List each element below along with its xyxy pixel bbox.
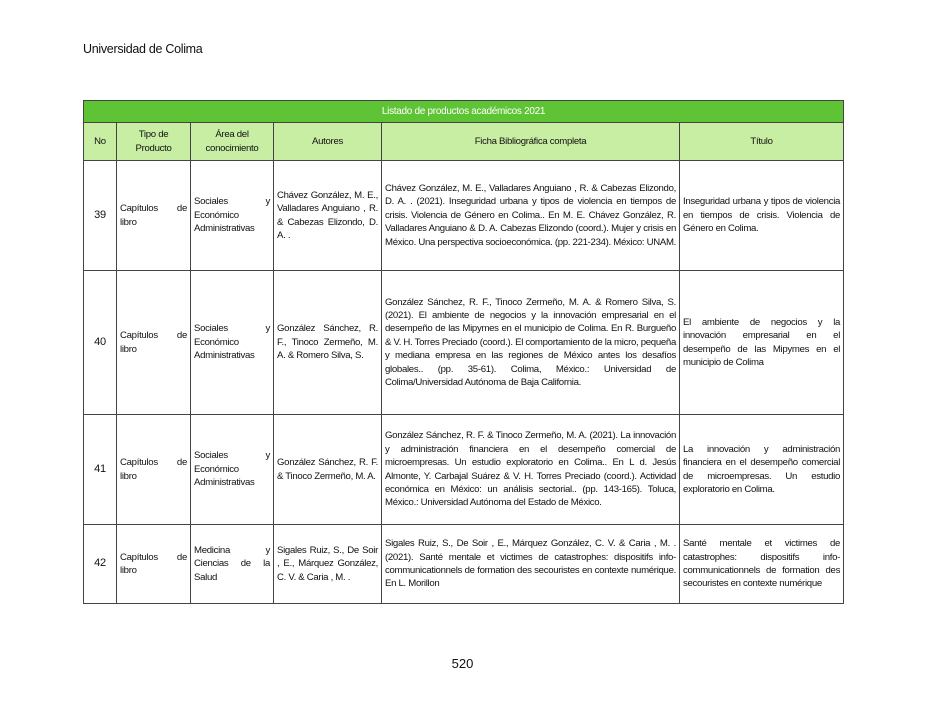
cell-tipo: Capítulos de libro	[117, 271, 191, 415]
column-header-ficha: Ficha Bibliográfica completa	[382, 123, 680, 161]
table-row	[84, 271, 844, 415]
table-row	[84, 415, 844, 525]
cell-tipo: Capítulos de libro	[117, 415, 191, 525]
products-table	[83, 100, 844, 604]
cell-ficha: Sigales Ruiz, S., De Soir , E., Márquez González, C. V. & Caria , M. . (2021). Santé mentale et victimes de catastrophes: dispositifs info-communicationnels de formation des secouristes en contexte numérique. En L. Morillon	[382, 525, 680, 604]
table-title-row	[84, 101, 844, 123]
column-header-no: No	[84, 123, 117, 161]
cell-no: 41	[84, 415, 117, 525]
cell-titulo: El ambiente de negocios y la innovación empresarial en el desempeño de las Mipymes en el municipio de Colima	[680, 271, 844, 415]
cell-area: Sociales y Económico Administrativas	[191, 161, 274, 271]
page-number: 520	[451, 656, 474, 671]
column-header-autores: Autores	[274, 123, 382, 161]
cell-autores: Chávez González, M. E., Valladares Anguiano , R. & Cabezas Elizondo, D. A. .	[274, 161, 382, 271]
cell-tipo: Capítulos de libro	[117, 525, 191, 604]
cell-tipo: Capítulos de libro	[117, 161, 191, 271]
table-title: Listado de productos académicos 2021	[84, 101, 844, 123]
cell-autores: Sigales Ruiz, S., De Soir , E., Márquez González, C. V. & Caria , M. .	[274, 525, 382, 604]
cell-area: Medicina y Ciencias de la Salud	[191, 525, 274, 604]
cell-ficha: Chávez González, M. E., Valladares Anguiano , R. & Cabezas Elizondo, D. A. . (2021). Inseguridad urbana y tipos de violencia en tiempos de crisis. Violencia de Género en Colima.. En M. E. Chávez González, R. Valladares Anguiano & D. A. Cabezas Elizondo (coord.). Mujer y crisis en México. Una perspectiva socioeconómica. (pp. 221-234). México: UNAM.	[382, 161, 680, 271]
cell-no: 40	[84, 271, 117, 415]
column-header-area: Área del conocimiento	[191, 123, 274, 161]
cell-autores: González Sánchez, R. F., Tinoco Zermeño, M. A. & Romero Silva, S.	[274, 271, 382, 415]
cell-area: Sociales y Económico Administrativas	[191, 271, 274, 415]
cell-ficha: González Sánchez, R. F. & Tinoco Zermeño, M. A. (2021). La innovación y administración financiera en el desempeño comercial de microempresas. Un estudio exploratorio en Colima.. En L d. Jesús Almonte, Y. Carbajal Suárez & V. H. Torres Preciado (coord.). Actividad económica en México: un análisis sectorial.. (pp. 143-165). Toluca, México.: Universidad Autónoma del Estado de México.	[382, 415, 680, 525]
table-row	[84, 525, 844, 604]
cell-titulo: Inseguridad urbana y tipos de violencia en tiempos de crisis. Violencia de Género en Colima.	[680, 161, 844, 271]
cell-no: 42	[84, 525, 117, 604]
table-header-row	[84, 123, 844, 161]
document-header: Universidad de Colima	[83, 42, 203, 56]
cell-ficha: González Sánchez, R. F., Tinoco Zermeño, M. A. & Romero Silva, S. (2021). El ambiente de negocios y la innovación empresarial en el desempeño de las Mipymes en el municipio de Colima. En R. Burgueño & V. H. Torres Preciado (coord.). El comportamiento de la micro, pequeña y mediana empresa en las regiones de México antes los desafíos globales.. (pp. 35-61). Colima, México.: Universidad de Colima/Universidad Autónoma de Baja California.	[382, 271, 680, 415]
column-header-tipo: Tipo de Producto	[117, 123, 191, 161]
cell-area: Sociales y Económico Administrativas	[191, 415, 274, 525]
cell-titulo: Santé mentale et victimes de catastrophes: dispositifs info-communicationnels de formation des secouristes en contexte numérique	[680, 525, 844, 604]
cell-titulo: La innovación y administración financiera en el desempeño comercial de microempresas. Un estudio exploratorio en Colima.	[680, 415, 844, 525]
cell-autores: González Sánchez, R. F. & Tinoco Zermeño, M. A.	[274, 415, 382, 525]
column-header-titulo: Título	[680, 123, 844, 161]
cell-no: 39	[84, 161, 117, 271]
table-row	[84, 161, 844, 271]
